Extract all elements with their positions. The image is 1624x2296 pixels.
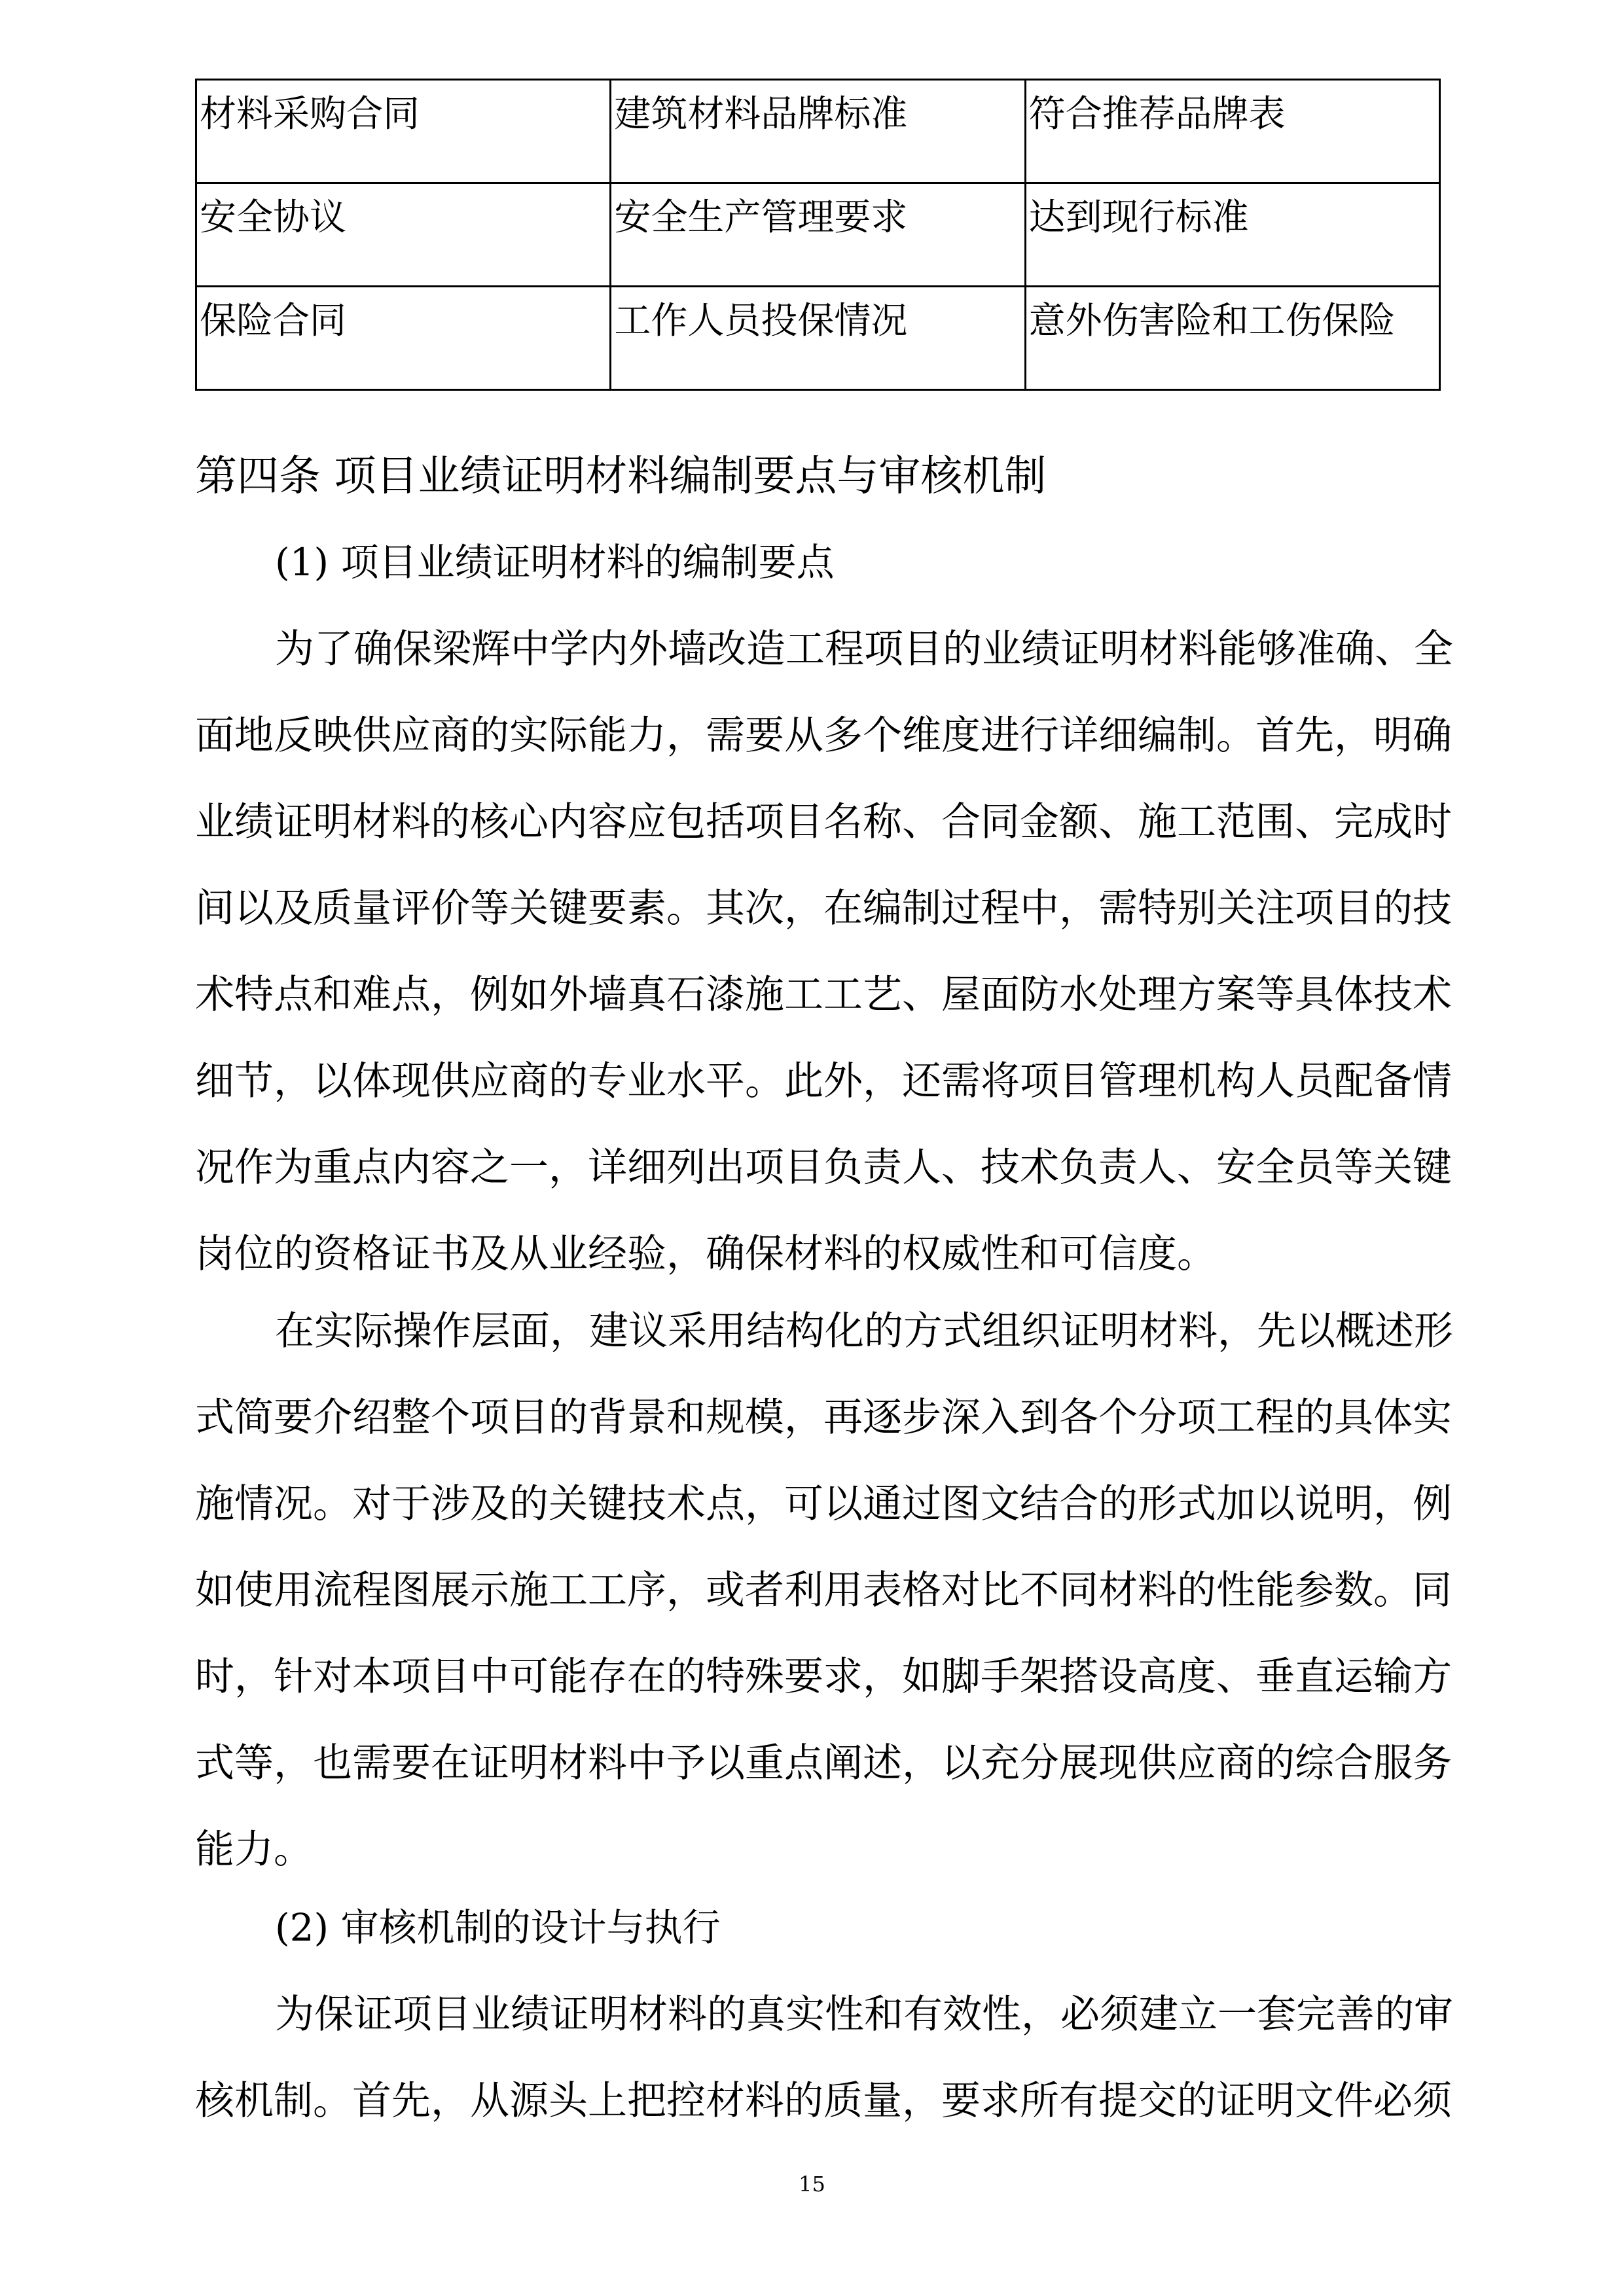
text-line: 能力。 <box>195 1827 313 1873</box>
paragraph-1 <box>195 606 1453 1297</box>
table-cell: 安全生产管理要求 <box>611 183 1025 287</box>
text-line: 式等，也需要在证明材料中予以重点阐述，以充分展现供应商的综合服务 <box>195 1740 1452 1786</box>
table-row <box>196 287 1440 390</box>
table-cell: 符合推荐品牌表 <box>1025 80 1439 183</box>
page-number: 15 <box>799 2172 825 2197</box>
text-line: 面地反映供应商的实际能力，需要从多个维度进行详细编制。首先，明确 <box>195 713 1452 759</box>
table-cell: 材料采购合同 <box>196 80 611 183</box>
subsection-2-title: (2) 审核机制的设计与执行 <box>275 1905 721 1950</box>
text-line: 施情况。对于涉及的关键技术点，可以通过图文结合的形式加以说明，例 <box>195 1481 1452 1527</box>
text-line: 况作为重点内容之一，详细列出项目负责人、技术负责人、安全员等关键 <box>195 1145 1452 1191</box>
text-line: 间以及质量评价等关键要素。其次，在编制过程中，需特别关注项目的技 <box>195 886 1452 931</box>
text-line: 时，针对本项目中可能存在的特殊要求，如脚手架搭设高度、垂直运输方 <box>195 1654 1452 1700</box>
text-line: 式简要介绍整个项目的背景和规模，再逐步深入到各个分项工程的具体实 <box>195 1395 1452 1441</box>
text-line: 如使用流程图展示施工工序，或者利用表格对比不同材料的性能参数。同 <box>195 1568 1452 1613</box>
table-cell: 保险合同 <box>196 287 611 390</box>
requirements-table <box>195 79 1441 391</box>
table-row <box>196 183 1440 287</box>
text-line: 为保证项目业绩证明材料的真实性和有效性，必须建立一套完善的审 <box>275 1992 1453 2037</box>
text-line: 业绩证明材料的核心内容应包括项目名称、合同金额、施工范围、完成时 <box>195 799 1452 845</box>
table-cell: 建筑材料品牌标准 <box>611 80 1025 183</box>
paragraph-2 <box>195 1288 1453 1893</box>
text-line: 在实际操作层面，建议采用结构化的方式组织证明材料，先以概述形 <box>275 1308 1453 1354</box>
text-line: 岗位的资格证书及从业经验，确保材料的权威性和可信度。 <box>195 1231 1216 1277</box>
table-cell: 安全协议 <box>196 183 611 287</box>
text-line: 细节，以体现供应商的专业水平。此外，还需将项目管理机构人员配备情 <box>195 1058 1452 1104</box>
table-cell: 达到现行标准 <box>1025 183 1439 287</box>
table-cell: 意外伤害险和工伤保险 <box>1025 287 1439 390</box>
table-cell: 工作人员投保情况 <box>611 287 1025 390</box>
table-row <box>196 80 1440 183</box>
text-line: 术特点和难点，例如外墙真石漆施工工艺、屋面防水处理方案等具体技术 <box>195 972 1452 1018</box>
subsection-1-title: (1) 项目业绩证明材料的编制要点 <box>275 540 835 584</box>
text-line: 为了确保梁辉中学内外墙改造工程项目的业绩证明材料能够准确、全 <box>275 626 1453 672</box>
paragraph-3 <box>195 1971 1453 2144</box>
text-line: 核机制。首先，从源头上把控材料的质量，要求所有提交的证明文件必须 <box>195 2078 1452 2124</box>
section-heading: 第四条 项目业绩证明材料编制要点与审核机制 <box>195 452 1047 501</box>
